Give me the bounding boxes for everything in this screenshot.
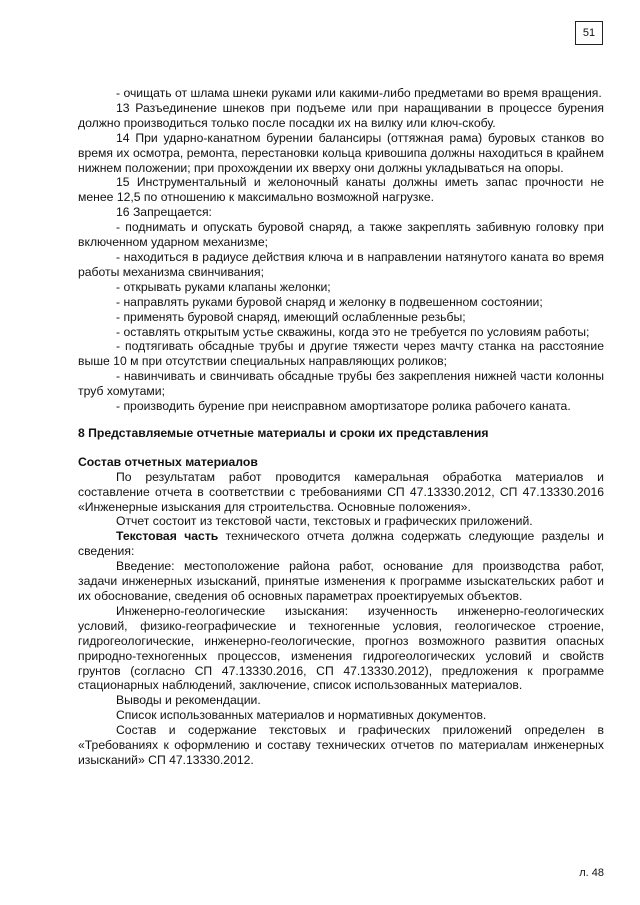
sheet-number: л. 48 — [579, 867, 604, 879]
paragraph: Выводы и рекомендации. — [116, 693, 261, 708]
list-item: - оставлять открытым устье скважины, когда это не требуется по условиям работы; — [116, 324, 590, 339]
document-body — [78, 86, 604, 768]
list-item: - открывать руками клапаны желонки; — [116, 279, 331, 294]
paragraph: Инженерно-геологические изыскания: изученность инженерно-геологических условий, физико-географические и техногенные условия, геологическое строение, гидрогеологические, инженерно-геологические, прогноз возможного развития опасных природно-техногенных процессов, изменения гидрогеологических условий и свойств грунтов (согласно СП 47.13330.2016, СП 47.13330.2012), предложения к программе стационарных наблюдений, заключение, список использованных материалов. — [78, 603, 604, 693]
clause-15: 15 Инструментальный и желоночный канаты должны иметь запас прочности не менее 12,5 по отношению к максимально возможной нагрузке. — [78, 175, 604, 205]
list-item: - находиться в радиусе действия ключа и в направлении натянутого каната во время работы механизма свинчивания; — [78, 249, 604, 279]
section-heading: 8 Представляемые отчетные материалы и сроки их представления — [78, 425, 489, 440]
paragraph: Отчет состоит из текстовой части, текстовых и графических приложений. — [116, 514, 533, 529]
clause-14: 14 При ударно-канатном бурении балансиры (оттяжная рама) буровых станков во время их осмотра, ремонта, перестановки кольца кривошипа должны находиться в крайнем нижнем положении; при прохождении их вверху они должны укладываться на опоры. — [78, 130, 604, 175]
list-item: - направлять руками буровой снаряд и желонку в подвешенном состоянии; — [116, 294, 543, 309]
paragraph: Введение: местоположение района работ, основание для производства работ, задачи инженерных изысканий, принятые изменения к программе изыскательских работ и их обоснование, сведения об основных параметрах проектируемых объектов. — [78, 559, 604, 603]
paragraph: По результатам работ проводится камеральная обработка материалов и составление отчета в соответствии с требованиями СП 47.13330.2012, СП 47.13330.2016 «Инженерные изыскания для строительства. Основные положения». — [78, 469, 604, 514]
page-number-box: 51 — [575, 21, 603, 45]
list-item: - применять буровой снаряд, имеющий ослабленные резьбы; — [116, 309, 466, 324]
list-item: - поднимать и опускать буровой снаряд, а также закреплять забивную головку при включенном ударном механизме; — [78, 220, 604, 250]
bold-term: Текстовая часть — [116, 529, 219, 544]
list-item: - подтягивать обсадные трубы и другие тяжести через мачту станка на расстояние выше 10 м при отсутствии специальных направляющих роликов; — [78, 339, 604, 369]
paragraph-text: технического отчета должна содержать следующие разделы и сведения: — [78, 529, 604, 559]
paragraph: Состав и содержание текстовых и графических приложений определен в «Требованиях к оформлению и составу технических отчетов по материалам инженерных изысканий» СП 47.13330.2012. — [78, 723, 604, 767]
list-item: - навинчивать и свинчивать обсадные трубы без закрепления нижней части колонны труб хомутами; — [78, 369, 604, 399]
clause-16: 16 Запрещается: — [116, 205, 212, 220]
list-item: - производить бурение при неисправном амортизаторе ролика рабочего каната. — [116, 399, 571, 414]
paragraph: Список использованных материалов и нормативных документов. — [116, 708, 487, 723]
paragraph — [78, 529, 604, 559]
list-item: - очищать от шлама шнеки руками или какими-либо предметами во время вращения. — [116, 86, 602, 100]
subsection-heading: Состав отчетных материалов — [78, 454, 258, 469]
clause-13: 13 Разъединение шнеков при подъеме или при наращивании в процессе бурения должно производиться только после посадки их на вилку или ключ-скобу. — [78, 100, 604, 130]
